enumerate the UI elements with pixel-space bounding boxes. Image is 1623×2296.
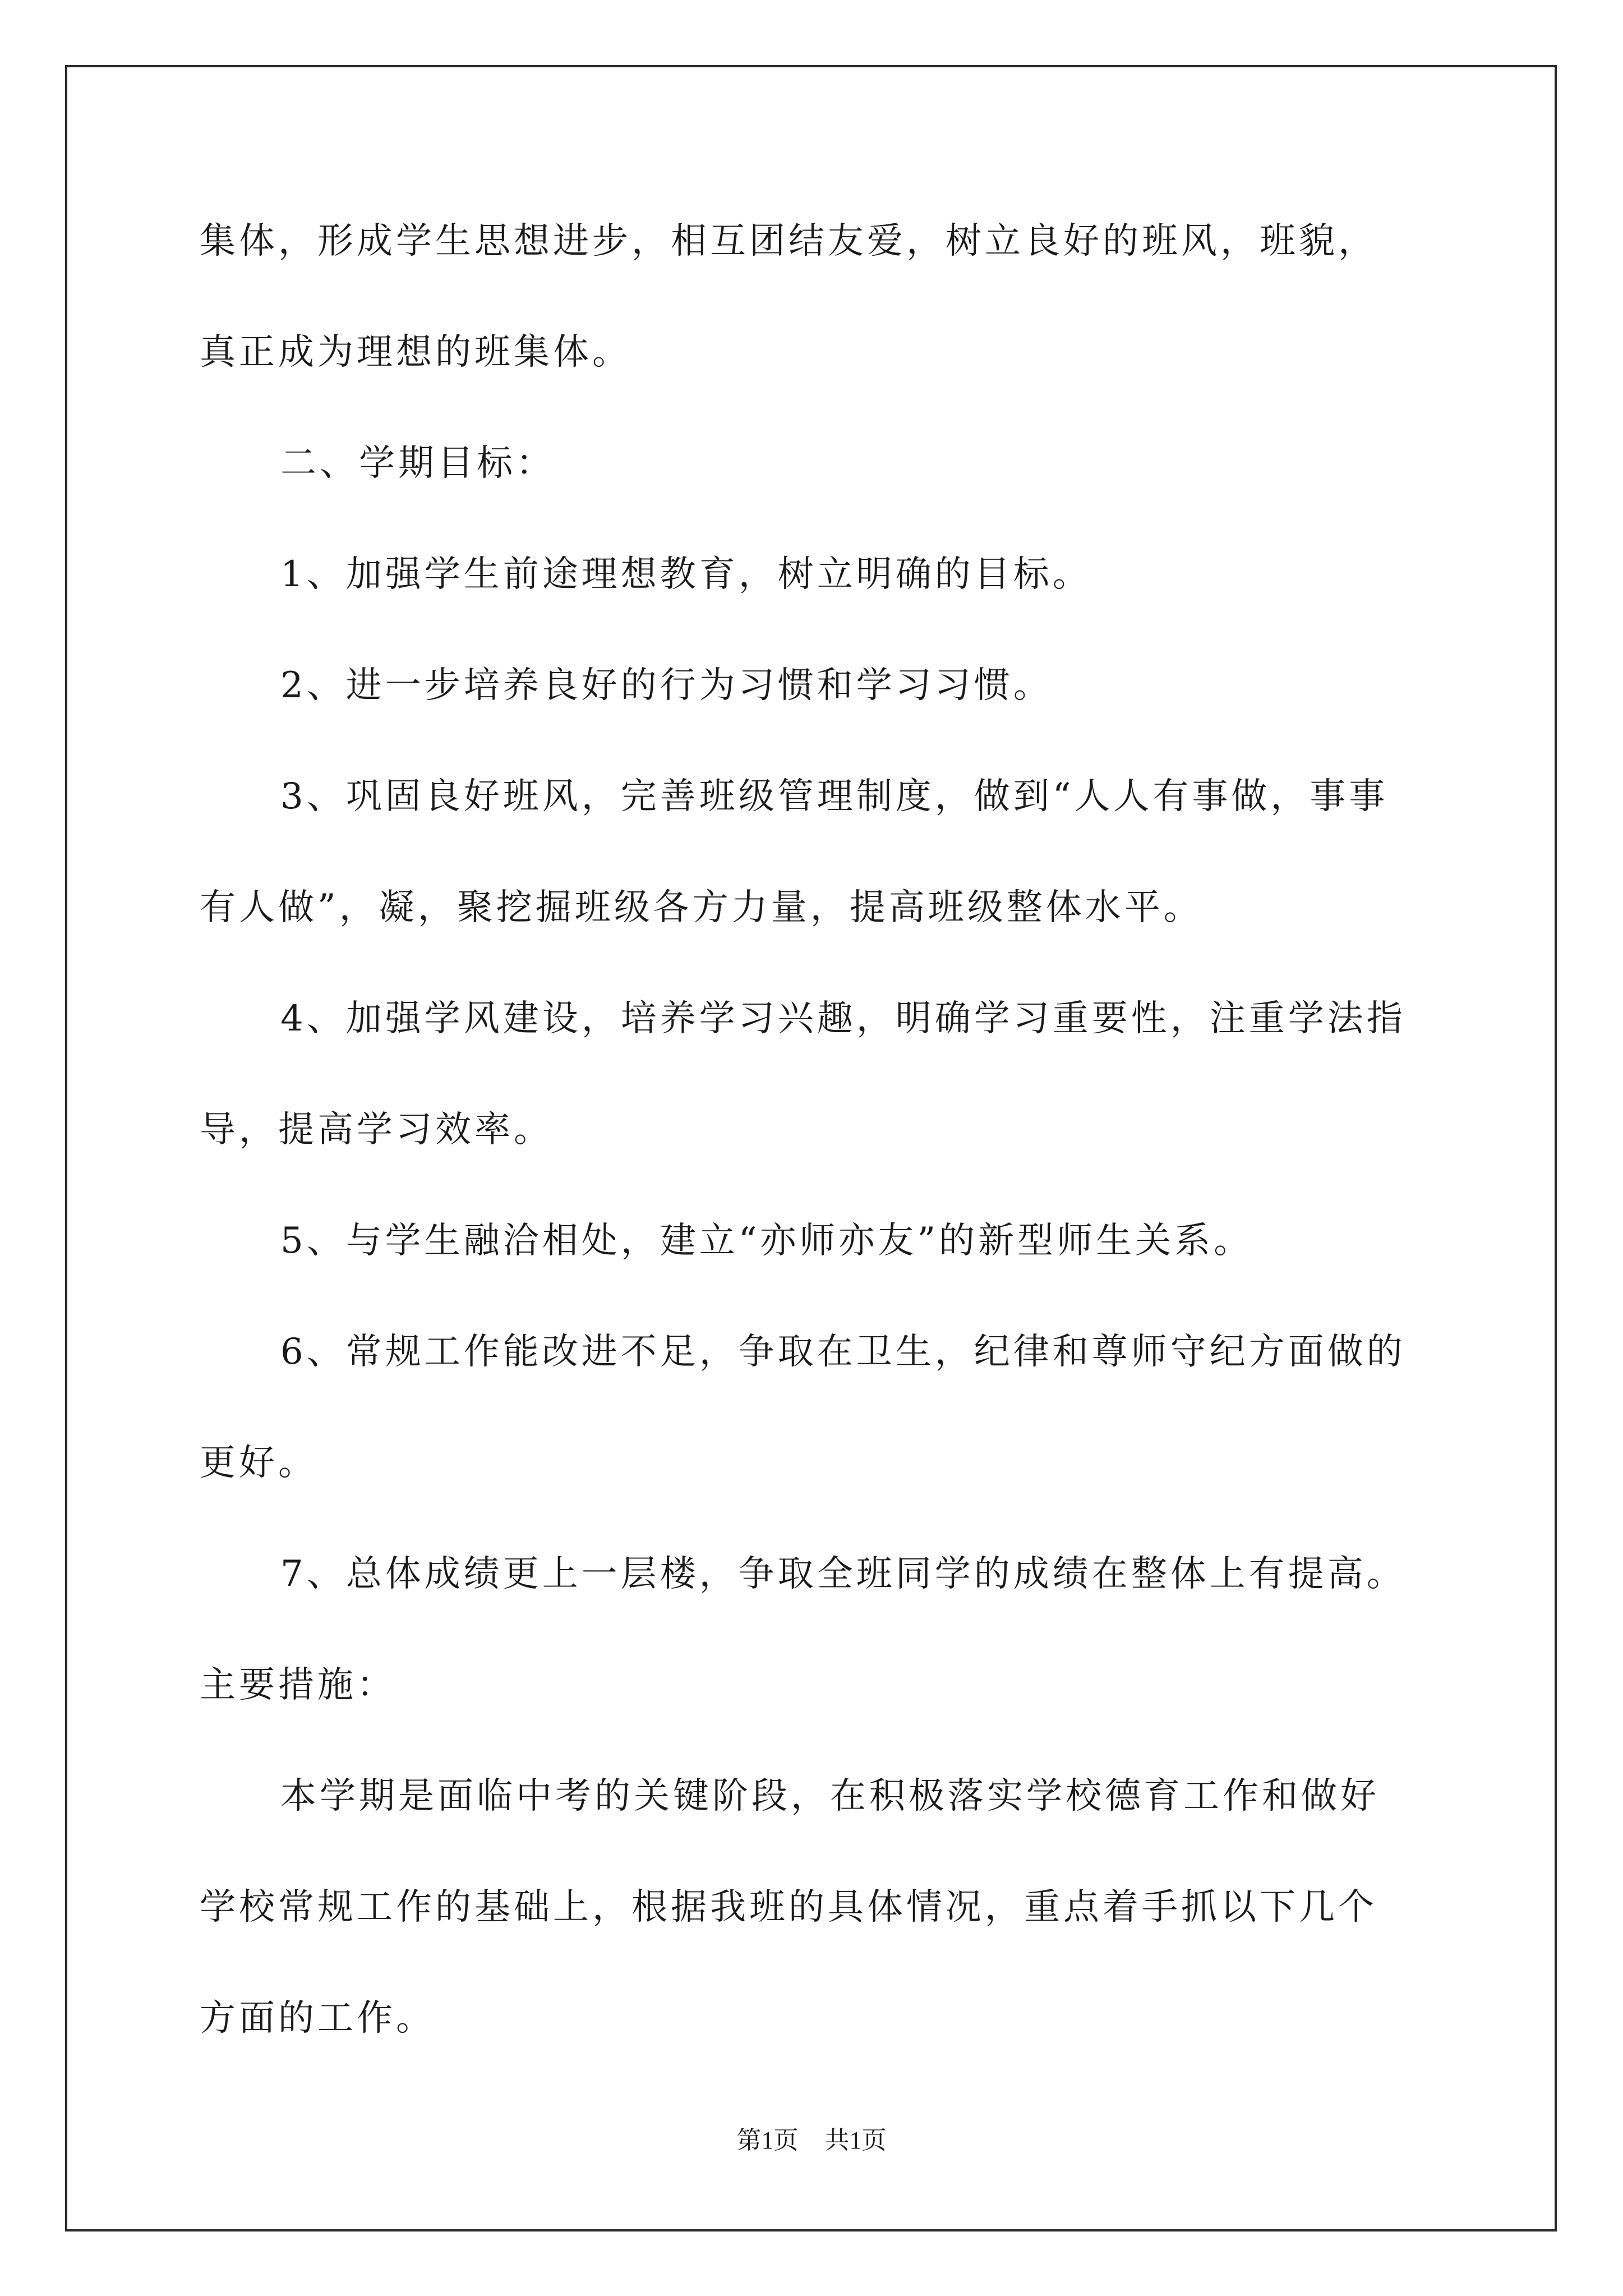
goal-item-4-cont: 导，提高学习效率。 — [200, 1109, 553, 1151]
body-line-2: 真正成为理想的班集体。 — [200, 332, 631, 373]
measures-paragraph-line-1: 本学期是面临中考的关键阶段，在积极落实学校德育工作和做好 — [280, 1775, 1380, 1817]
page-number-total: 共1页 — [824, 2127, 887, 2154]
section-heading-goals: 二、学期目标： — [280, 443, 555, 484]
goal-item-4: 4、加强学风建设，培养学习兴趣，明确学习重要性，注重学法指 — [280, 998, 1406, 1039]
goal-item-7: 7、总体成绩更上一层楼，争取全班同学的成绩在整体上有提高。 — [280, 1553, 1406, 1595]
measures-paragraph-line-2: 学校常规工作的基础上，根据我班的具体情况，重点着手抓以下几个 — [200, 1887, 1377, 1928]
goal-item-3-cont: 有人做”，凝，聚挖掘班级各方力量，提高班级整体水平。 — [200, 887, 1203, 928]
body-line-1: 集体，形成学生思想进步，相互团结友爱，树立良好的班风，班貌， — [200, 220, 1377, 262]
goal-item-5: 5、与学生融洽相处，建立“亦师亦友”的新型师生关系。 — [280, 1220, 1253, 1262]
page-number-current: 第1页 — [736, 2127, 799, 2154]
goal-item-1: 1、加强学生前途理想教育，树立明确的目标。 — [280, 554, 1092, 595]
goal-item-2: 2、进一步培养良好的行为习惯和学习习惯。 — [280, 665, 1053, 706]
section-heading-measures: 主要措施： — [200, 1664, 396, 1706]
goal-item-3: 3、巩固良好班风，完善班级管理制度，做到“人人有事做，事事 — [280, 776, 1389, 817]
goal-item-6-cont: 更好。 — [200, 1442, 317, 1484]
page-footer — [0, 2125, 1623, 2156]
measures-paragraph-line-3: 方面的工作。 — [200, 1998, 435, 2039]
goal-item-6: 6、常规工作能改进不足，争取在卫生，纪律和尊师守纪方面做的 — [280, 1331, 1406, 1373]
